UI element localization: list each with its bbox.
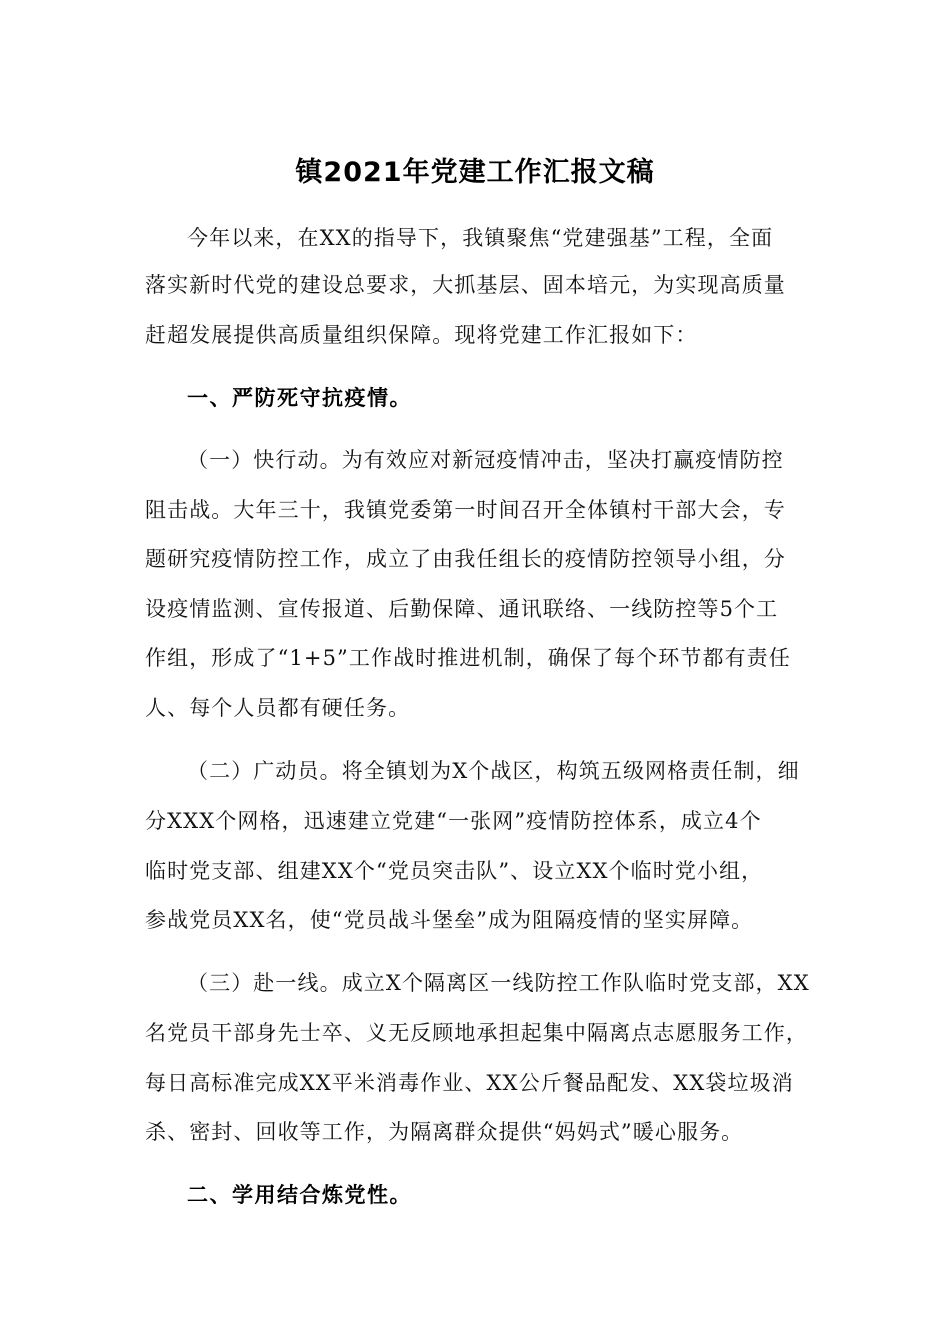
paragraph-line: 临时党支部、组建XX个“党员突击队”、设立XX个临时党小组，: [145, 859, 764, 883]
paragraph-line: （三）赴一线。成立X个隔离区一线防控工作队临时党支部，XX: [187, 971, 810, 995]
paragraph-line: 题研究疫情防控工作，成立了由我任组长的疫情防控领导小组，分: [145, 547, 786, 571]
paragraph-line: 阻击战。大年三十，我镇党委第一时间召开全体镇村干部大会，专: [145, 498, 786, 522]
section-heading-2: 二、学用结合炼党性。: [187, 1183, 412, 1207]
paragraph-line: 落实新时代党的建设总要求，大抓基层、固本培元，为实现高质量: [145, 273, 786, 297]
paragraph-line: 参战党员XX名，使“党员战斗堡垒”成为阻隔疫情的坚实屏障。: [145, 908, 754, 932]
section-heading-1: 一、严防死守抗疫情。: [187, 386, 412, 410]
paragraph-line: 作组，形成了“1+5”工作战时推进机制，确保了每个环节都有责任: [145, 646, 791, 670]
paragraph-line: 今年以来，在XX的指导下，我镇聚焦“党建强基”工程，全面: [187, 226, 774, 250]
document-title: 镇2021年党建工作汇报文稿: [295, 157, 655, 188]
paragraph-line: 设疫情监测、宣传报道、后勤保障、通讯联络、一线防控等5个工: [145, 597, 779, 621]
paragraph-line: 赶超发展提供高质量组织保障。现将党建工作汇报如下：: [145, 323, 698, 347]
paragraph-line: （二）广动员。将全镇划为X个战区，构筑五级网格责任制，细: [187, 759, 800, 783]
paragraph-line: 分XXX个网格，迅速建立党建“一张网”疫情防控体系，成立4个: [145, 809, 762, 833]
paragraph-line: 杀、密封、回收等工作，为隔离群众提供“妈妈式”暖心服务。: [145, 1120, 744, 1144]
paragraph-line: （一）快行动。为有效应对新冠疫情冲击，坚决打赢疫情防控: [187, 448, 784, 472]
paragraph-line: 名党员干部身先士卒、义无反顾地承担起集中隔离点志愿服务工作，: [145, 1021, 808, 1045]
paragraph-line: 人、每个人员都有硬任务。: [145, 696, 411, 720]
paragraph-line: 每日高标准完成XX平米消毒作业、XX公斤餐品配发、XX袋垃圾消: [145, 1071, 794, 1095]
